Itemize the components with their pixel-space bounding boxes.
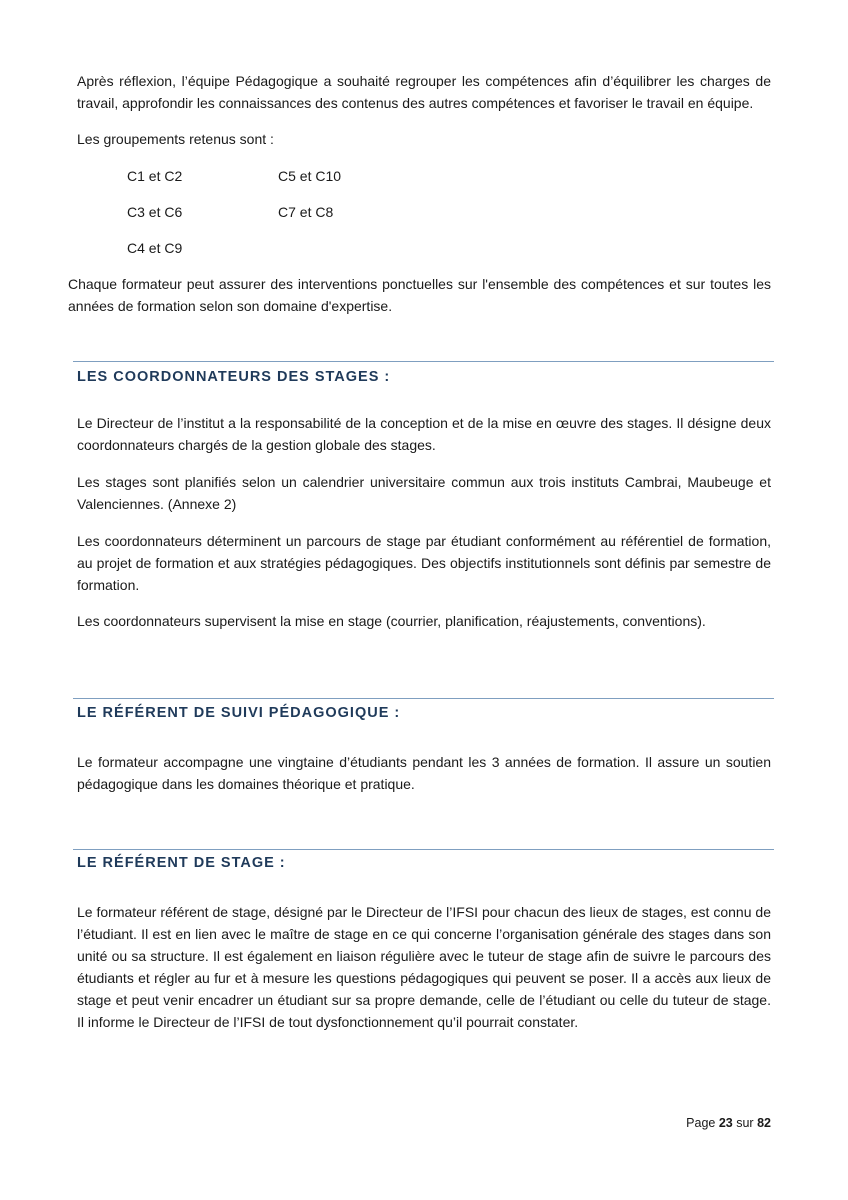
section-divider <box>73 849 774 850</box>
section-paragraph: Le Directeur de l’institut a la responsabilité de la conception et de la mise en œuvre des stages. Il désigne deux coordonnateurs chargés de la gestion globale des stages. <box>77 415 771 453</box>
current-page-number: 23 <box>718 1116 733 1130</box>
section-divider <box>73 361 774 362</box>
of-word: sur <box>736 1116 754 1130</box>
groups-intro-text: Les groupements retenus sont : <box>77 131 274 147</box>
section-paragraph: Le formateur accompagne une vingtaine d’étudiants pendant les 3 années de formation. Il assure un soutien pédagogique dans les domaines théorique et pratique. <box>77 754 771 792</box>
group-item: C7 et C8 <box>278 204 334 220</box>
section-paragraph: Le formateur référent de stage, désigné par le Directeur de l’IFSI pour chacun des lieux de stages, est connu de l’étudiant. Il est en lien avec le maître de stage en ce qui concerne l’organisation générale des stages dans son unité ou sa structure. Il est également en liaison régulière avec le tuteur de stage afin de suivre le parcours des étudiants et régler au fur et à mesure les questions pédagogiques qui peuvent se poser. Il a accès aux lieux de stage et peut venir encadrer un étudiant sur sa propre demande, celle de l’étudiant ou celle du tuteur de stage. Il informe le Directeur de l’IFSI de tout dysfonctionnement qu’il pourrait constater. <box>77 904 771 1030</box>
section-paragraph: Les coordonnateurs déterminent un parcours de stage par étudiant conformément au référentiel de formation, au projet de formation et aux stratégies pédagogiques. Des objectifs institutionnels sont définis par semestre de formation. <box>77 533 771 593</box>
page-word: Page <box>686 1116 716 1130</box>
section-heading-referent-stage: LE RÉFÉRENT DE STAGE : <box>77 855 286 871</box>
group-item: C1 et C2 <box>127 168 183 184</box>
group-item: C5 et C10 <box>278 168 342 184</box>
section-heading-referent-suivi: LE RÉFÉRENT DE SUIVI PÉDAGOGIQUE : <box>77 705 401 721</box>
section-paragraph: Les coordonnateurs supervisent la mise en stage (courrier, planification, réajustements, conventions). <box>77 613 706 629</box>
group-item: C3 et C6 <box>127 204 183 220</box>
total-pages-number: 82 <box>757 1116 771 1130</box>
intro-closing-paragraph: Chaque formateur peut assurer des interventions ponctuelles sur l'ensemble des compétences et sur toutes les années de formation selon son domaine d'expertise. <box>68 276 771 314</box>
section-paragraph: Les stages sont planifiés selon un calendrier universitaire commun aux trois instituts Cambrai, Maubeuge et Valenciennes. (Annexe 2) <box>77 474 771 512</box>
section-heading-coordonnateurs: LES COORDONNATEURS DES STAGES : <box>77 369 391 385</box>
section-divider <box>73 698 774 699</box>
page-footer <box>686 1116 771 1130</box>
intro-paragraph: Après réflexion, l’équipe Pédagogique a souhaité regrouper les compétences afin d’équilibrer les charges de travail, approfondir les connaissances des contenus des autres compétences et favoriser le travail en équipe. <box>77 73 771 111</box>
group-item: C4 et C9 <box>127 240 183 256</box>
